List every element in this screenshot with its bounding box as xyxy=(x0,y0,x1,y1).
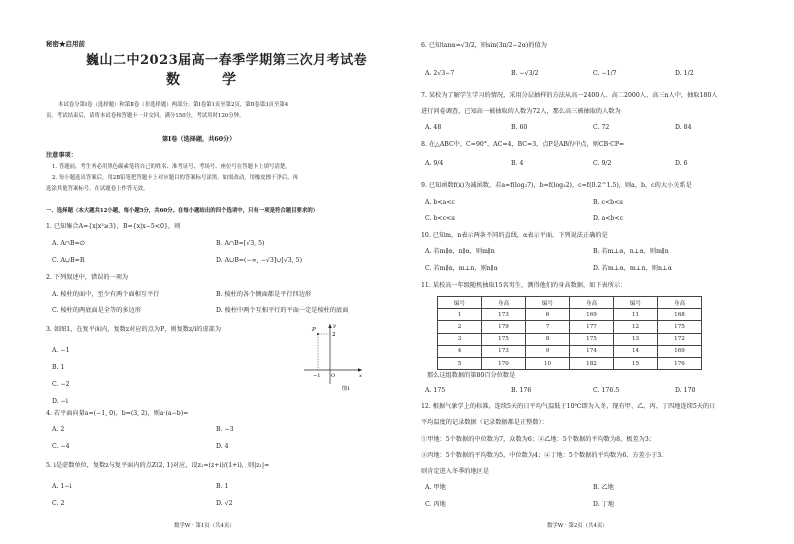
table-cell: 179 xyxy=(482,321,526,333)
figure-1 xyxy=(296,320,366,392)
q1-option-c: C. A∪B=R xyxy=(52,257,85,264)
y-tick-label: 2 xyxy=(332,332,336,338)
q4-stem: 4. 若平面向量a=(−1, 0)，b=(3, 2)，则a·(a−b)= xyxy=(46,410,189,417)
q11-option-c: C. 176.5 xyxy=(593,387,620,394)
x-axis-arrow-icon xyxy=(358,368,362,371)
q6-stem: 6. 已知tanα=√3/2，则sin(3π/2−2α)的值为 xyxy=(421,42,547,49)
q1-option-b: B. A∩B=[√3, 5) xyxy=(216,240,265,247)
table-header-cell: 身高 xyxy=(570,297,614,309)
subject-title: 数 学 xyxy=(166,72,250,88)
q5-option-c: C. 2 xyxy=(52,500,65,507)
height-table xyxy=(437,296,702,370)
table-header-cell: 身高 xyxy=(658,297,702,309)
notes-heading: 注意事项： xyxy=(46,152,77,159)
q3-option-d: D. −i xyxy=(52,398,68,405)
q10-option-d: D. 若m⊥α，m⊥n，则n⊥α xyxy=(593,265,672,272)
table-cell: 9 xyxy=(526,345,570,357)
table-cell: 2 xyxy=(438,321,482,333)
q9-stem: 9. 已知函数f(x)为减函数，若a=f(log₂7)，b=f(log₃2)，c=f(0.2^1.5)，则a，b，c的大小关系是 xyxy=(421,182,692,189)
table-header-cell: 编号 xyxy=(438,297,482,309)
q9-option-b: B. c<b<a xyxy=(593,199,623,206)
table-cell: 14 xyxy=(614,345,658,357)
q7-option-c: C. 72 xyxy=(593,124,610,131)
intro-line-1: 本试卷分第Ⅰ卷（选择题）和第Ⅱ卷（非选择题）两部分。第Ⅰ卷第1页至第2页，第Ⅱ卷第3页至第4 xyxy=(58,102,289,108)
table-cell: 7 xyxy=(526,321,570,333)
q11-option-d: D. 170 xyxy=(675,387,696,394)
q5-option-d: D. √2 xyxy=(216,500,233,507)
table-cell: 6 xyxy=(526,309,570,321)
q2-option-d: D. 棱柱中两个互相平行的平面一定是棱柱的底面 xyxy=(216,307,349,314)
table-cell: 176 xyxy=(658,357,702,369)
q1-option-a: A. A∩B=∅ xyxy=(52,240,86,247)
q7-option-a: A. 48 xyxy=(425,124,442,131)
q7-option-d: D. 84 xyxy=(675,124,692,131)
q9-option-a: A. b<a<c xyxy=(425,199,455,206)
origin-label: O xyxy=(331,373,336,379)
q2-option-a: A. 棱柱的面中，至少有两个面相互平行 xyxy=(52,291,160,298)
q10-option-c: C. 若m∥α，m⊥n，则n∥α xyxy=(425,265,498,272)
table-row xyxy=(438,309,702,321)
y-axis-label: y xyxy=(333,323,336,329)
x-axis-label: x xyxy=(359,373,362,379)
q8-stem: 8. 在△ABC中，C=90°，AC=4，BC=3，点P是AB的中点，则CB·CP= xyxy=(421,141,625,148)
table-header-row xyxy=(438,297,702,309)
q6-option-b: B. −√3/2 xyxy=(511,70,539,77)
q11-option-b: B. 176 xyxy=(511,387,532,394)
q7-stem: 7. 某校为了解学生学习的情况，采用分层抽样的方法从高一2400人、高二2000人、高三n人中，抽取180人 xyxy=(421,92,718,99)
table-cell: 13 xyxy=(614,333,658,345)
q11-question: 那么这组数据的第80百分位数是 xyxy=(427,372,516,379)
section1-heading: 一、选择题（本大题共12小题，每小题5分，共60分。在每小题给出的四个选项中，只有一项是符合题目要求的） xyxy=(46,208,319,214)
q3-option-c: C. −2 xyxy=(52,381,70,388)
q5-option-b: B. 1 xyxy=(216,483,229,490)
table-cell: 182 xyxy=(570,357,614,369)
table-cell: 10 xyxy=(526,357,570,369)
q7-option-b: B. 60 xyxy=(511,124,528,131)
table-cell: 15 xyxy=(614,357,658,369)
q8-option-d: D. 6 xyxy=(675,160,688,167)
table-cell: 173 xyxy=(482,309,526,321)
y-axis-arrow-icon xyxy=(328,324,331,328)
note-1: 1. 答题前，考生务必用黑色碳素笔将自己的姓名、准考证号、考场号、座位号在答题卡上填写清楚。 xyxy=(52,164,291,170)
table-row xyxy=(438,345,702,357)
table-cell: 170 xyxy=(482,357,526,369)
q4-option-c: C. −4 xyxy=(52,443,70,450)
q12-line-3: ①甲地：5个数据的中位数为7，众数为6；②乙地：5个数据的平均数为8，极差为3； xyxy=(421,436,655,443)
point-p-label: P xyxy=(312,327,316,333)
note-2: 2. 每小题选出答案后，用2B铅笔把答题卡上对应题目的答案标号涂黑。如需改动，用橡皮擦干净后，再 xyxy=(52,175,299,181)
q3-option-a: A. −1 xyxy=(52,347,70,354)
q6-option-d: D. 1/2 xyxy=(675,70,694,77)
q6-option-c: C. −1/7 xyxy=(593,70,617,77)
q9-option-d: D. a<b<c xyxy=(593,215,624,222)
table-row xyxy=(438,357,702,369)
q3-stem: 3. 如图1，在复平面内，复数z对应的点为P，则复数z/i的虚部为 xyxy=(46,326,222,333)
table-cell: 175 xyxy=(482,333,526,345)
q11-option-a: A. 175 xyxy=(425,387,446,394)
table-cell: 175 xyxy=(570,333,614,345)
table-cell: 11 xyxy=(614,309,658,321)
table-cell: 172 xyxy=(658,333,702,345)
table-cell: 175 xyxy=(658,321,702,333)
q7-stem-2: 进行问卷调查，已知高一被抽取的人数为72人，那么高三被抽取的人数为 xyxy=(421,108,621,115)
q1-option-d: D. A∪B=(−∞, −√3]∪[√3, 5) xyxy=(216,257,302,264)
q10-option-a: A. 若m∥α，n∥α，则m∥n xyxy=(425,248,495,255)
q4-option-d: D. 4 xyxy=(216,443,229,450)
q4-option-b: B. −3 xyxy=(216,426,234,433)
table-cell: 173 xyxy=(482,345,526,357)
q12-line-5: 则肯定进入冬季的地区是 xyxy=(421,468,490,475)
table-cell: 8 xyxy=(526,333,570,345)
q12-option-b: B. 乙地 xyxy=(593,484,614,491)
intro-line-2: 页。考试结束后，请将本试卷和答题卡一并交回。满分150分，考试用时120分钟。 xyxy=(46,113,245,119)
q10-stem: 10. 已知m，n表示两条不同的直线，α表示平面，下列说法正确的是 xyxy=(421,232,608,239)
q1-stem: 1. 已知集合A={x|x²≥3}，B={x|x−5<0}，则 xyxy=(46,223,181,230)
q12-option-d: D. 丁地 xyxy=(593,501,615,508)
x-tick-label: −1 xyxy=(313,373,321,379)
table-header-cell: 身高 xyxy=(482,297,526,309)
table-row xyxy=(438,333,702,345)
table-cell: 177 xyxy=(570,321,614,333)
table-cell: 5 xyxy=(438,357,482,369)
q3-option-b: B. 1 xyxy=(52,364,65,371)
q2-option-c: C. 棱柱的两底面是全等的多边形 xyxy=(52,307,141,314)
q5-option-a: A. 1−i xyxy=(52,483,72,490)
q12-line-2: 平均温度的记录数据（记录数据都是正整数）： xyxy=(421,419,548,426)
table-cell: 3 xyxy=(438,333,482,345)
point-p xyxy=(317,333,319,335)
table-cell: 174 xyxy=(570,345,614,357)
page-footer-right: 数学W · 第2页（共4页） xyxy=(547,523,608,529)
q12-line-1: 12. 根据气象学上的标准，连续5天的日平均气温低于10℃即为入冬，现有甲、乙、丙、丁四地连续5天的日 xyxy=(421,403,716,410)
part1-heading: 第Ⅰ卷（选择题，共60分） xyxy=(162,136,236,143)
q2-option-b: B. 棱柱的各个侧面都是平行四边形 xyxy=(216,291,312,298)
table-cell: 169 xyxy=(658,345,702,357)
note-3: 选涂其他答案标号。在试题卷上作答无效。 xyxy=(46,186,149,192)
page-right xyxy=(397,0,794,544)
exam-title: 巍山二中2023届高一春季学期第三次月考试卷 xyxy=(86,53,368,68)
table-cell: 168 xyxy=(658,309,702,321)
q8-option-a: A. 9/4 xyxy=(425,160,444,167)
q12-option-a: A. 甲地 xyxy=(425,484,446,491)
q4-option-a: A. 2 xyxy=(52,426,65,433)
page-footer-left: 数学W · 第1页（共4页） xyxy=(174,523,235,529)
table-header-cell: 编号 xyxy=(614,297,658,309)
table-cell: 4 xyxy=(438,345,482,357)
table-cell: 1 xyxy=(438,309,482,321)
figure-caption: 图1 xyxy=(342,386,351,392)
q11-stem: 11. 某校高一年级随机抽取15名男生，测得他们的身高数据，如下表所示： xyxy=(421,282,627,289)
table-cell: 12 xyxy=(614,321,658,333)
table-cell: 169 xyxy=(570,309,614,321)
q5-stem: 5. i是虚数单位，复数z与复平面内的点Z(2, 1)对应，设z₁=(z+i)/(1+i)，则|z₁|= xyxy=(46,462,270,469)
secret-label: 秘密★启用前 xyxy=(46,40,85,48)
q2-stem: 2. 下列叙述中，错误的一项为 xyxy=(46,274,129,281)
q12-line-4: ③丙地：5个数据的平均数为5，中位数为4；④丁地：5个数据的平均数为6，方差小于3. xyxy=(421,452,664,459)
q10-option-b: B. 若m⊥α，n⊥α，则m∥n xyxy=(593,248,669,255)
q9-option-c: C. b<c<a xyxy=(425,215,455,222)
table-row xyxy=(438,321,702,333)
q12-option-c: C. 丙地 xyxy=(425,501,446,508)
q8-option-b: B. 4 xyxy=(511,160,524,167)
table-header-cell: 编号 xyxy=(526,297,570,309)
q8-option-c: C. 9/2 xyxy=(593,160,612,167)
q6-option-a: A. 2√3−7 xyxy=(425,70,455,77)
